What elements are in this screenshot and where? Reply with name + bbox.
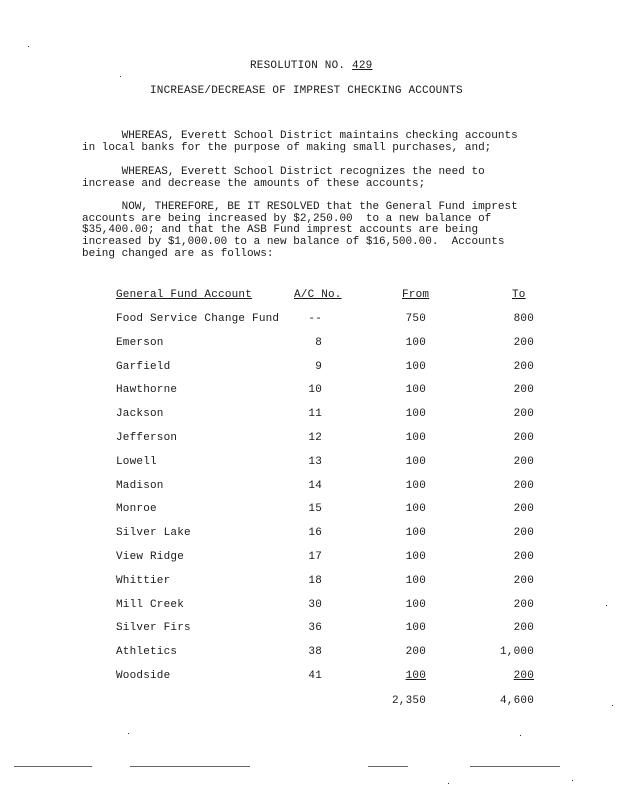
row-ac-no: 8 [315, 337, 322, 349]
row-ac-no: 11 [308, 408, 322, 420]
row-to: 200 [513, 432, 534, 444]
total-from: 2,350 [391, 695, 426, 707]
row-account: Athletics [116, 646, 178, 658]
whereas-paragraph-2: WHEREAS, Everett School District recognizes the need to increase and decrease the amounts of these accounts; [82, 166, 485, 190]
row-account: Jefferson [116, 432, 178, 444]
row-to: 200 [513, 337, 534, 349]
header-account: General Fund Account [116, 289, 253, 301]
row-ac-no: 18 [308, 575, 322, 587]
scan-speck [520, 735, 521, 736]
header-ac-no: A/C No. [294, 289, 342, 301]
row-from: 100 [405, 361, 426, 373]
row-account: Jackson [116, 408, 164, 420]
row-ac-no: 15 [308, 503, 322, 515]
scan-edge-line [470, 766, 560, 767]
row-from: 100 [405, 384, 426, 396]
row-ac-no: 14 [308, 480, 322, 492]
row-to: 200 [513, 527, 534, 539]
row-to: 200 [513, 670, 534, 682]
row-from: 750 [405, 313, 426, 325]
row-from: 100 [405, 527, 426, 539]
row-from: 100 [405, 599, 426, 611]
scan-edge-line [130, 766, 250, 767]
row-account: Emerson [116, 337, 164, 349]
row-from: 100 [405, 670, 426, 682]
row-account: Silver Lake [116, 527, 191, 539]
row-account: Garfield [116, 361, 171, 373]
header-to: To [512, 289, 526, 301]
title-prefix: RESOLUTION NO. [250, 60, 346, 72]
row-to: 200 [513, 599, 534, 611]
row-account: Hawthorne [116, 384, 178, 396]
row-ac-no: 38 [308, 646, 322, 658]
row-to: 800 [513, 313, 534, 325]
row-ac-no: 17 [308, 551, 322, 563]
row-to: 200 [513, 456, 534, 468]
row-account: Monroe [116, 503, 157, 515]
row-account: Whittier [116, 575, 171, 587]
scan-speck [28, 46, 29, 47]
header-from: From [402, 289, 430, 301]
resolution-number: 429 [352, 60, 373, 72]
row-from: 100 [405, 337, 426, 349]
row-ac-no: 30 [308, 599, 322, 611]
row-to: 200 [513, 384, 534, 396]
row-to: 200 [513, 551, 534, 563]
scan-speck [128, 733, 129, 734]
row-from: 200 [405, 646, 426, 658]
row-from: 100 [405, 622, 426, 634]
scan-edge-line [368, 766, 408, 767]
resolution-title [250, 60, 372, 72]
row-account: Woodside [116, 670, 171, 682]
scan-edge-line [14, 766, 92, 767]
scan-speck [448, 783, 449, 784]
scan-speck [612, 705, 613, 706]
row-from: 100 [405, 432, 426, 444]
row-ac-no: 10 [308, 384, 322, 396]
row-from: 100 [405, 551, 426, 563]
row-to: 200 [513, 622, 534, 634]
row-to: 200 [513, 503, 534, 515]
row-from: 100 [405, 480, 426, 492]
resolution-subtitle: INCREASE/DECREASE OF IMPREST CHECKING ACCOUNTS [150, 85, 463, 97]
row-account: Mill Creek [116, 599, 185, 611]
row-ac-no: 13 [308, 456, 322, 468]
row-to: 200 [513, 480, 534, 492]
scan-speck [572, 780, 573, 781]
row-from: 100 [405, 456, 426, 468]
scan-speck [120, 76, 121, 77]
row-from: 100 [405, 575, 426, 587]
row-from: 100 [405, 408, 426, 420]
row-ac-no: -- [308, 313, 322, 325]
row-ac-no: 36 [308, 622, 322, 634]
row-account: Food Service Change Fund [116, 313, 280, 325]
row-account: Madison [116, 480, 164, 492]
row-account: Silver Firs [116, 622, 191, 634]
row-ac-no: 16 [308, 527, 322, 539]
row-account: Lowell [116, 456, 157, 468]
row-ac-no: 9 [315, 361, 322, 373]
row-to: 200 [513, 361, 534, 373]
whereas-paragraph-1: WHEREAS, Everett School District maintains checking accounts in local banks for the purpose of making small purchases, and; [82, 130, 518, 154]
row-ac-no: 12 [308, 432, 322, 444]
row-to: 200 [513, 575, 534, 587]
row-from: 100 [405, 503, 426, 515]
row-account: View Ridge [116, 551, 185, 563]
row-to: 1,000 [499, 646, 534, 658]
scan-speck [606, 605, 607, 606]
resolved-paragraph: NOW, THEREFORE, BE IT RESOLVED that the General Fund imprest accounts are being increased by $2,250.00 to a new balance of $35,400.00; and that the ASB Fund imprest accounts are being increased by $1,000.00 to a new balance of $16,500.00. Accounts being changed are as follows: [82, 201, 518, 260]
row-ac-no: 41 [308, 670, 322, 682]
total-to: 4,600 [499, 695, 534, 707]
row-to: 200 [513, 408, 534, 420]
